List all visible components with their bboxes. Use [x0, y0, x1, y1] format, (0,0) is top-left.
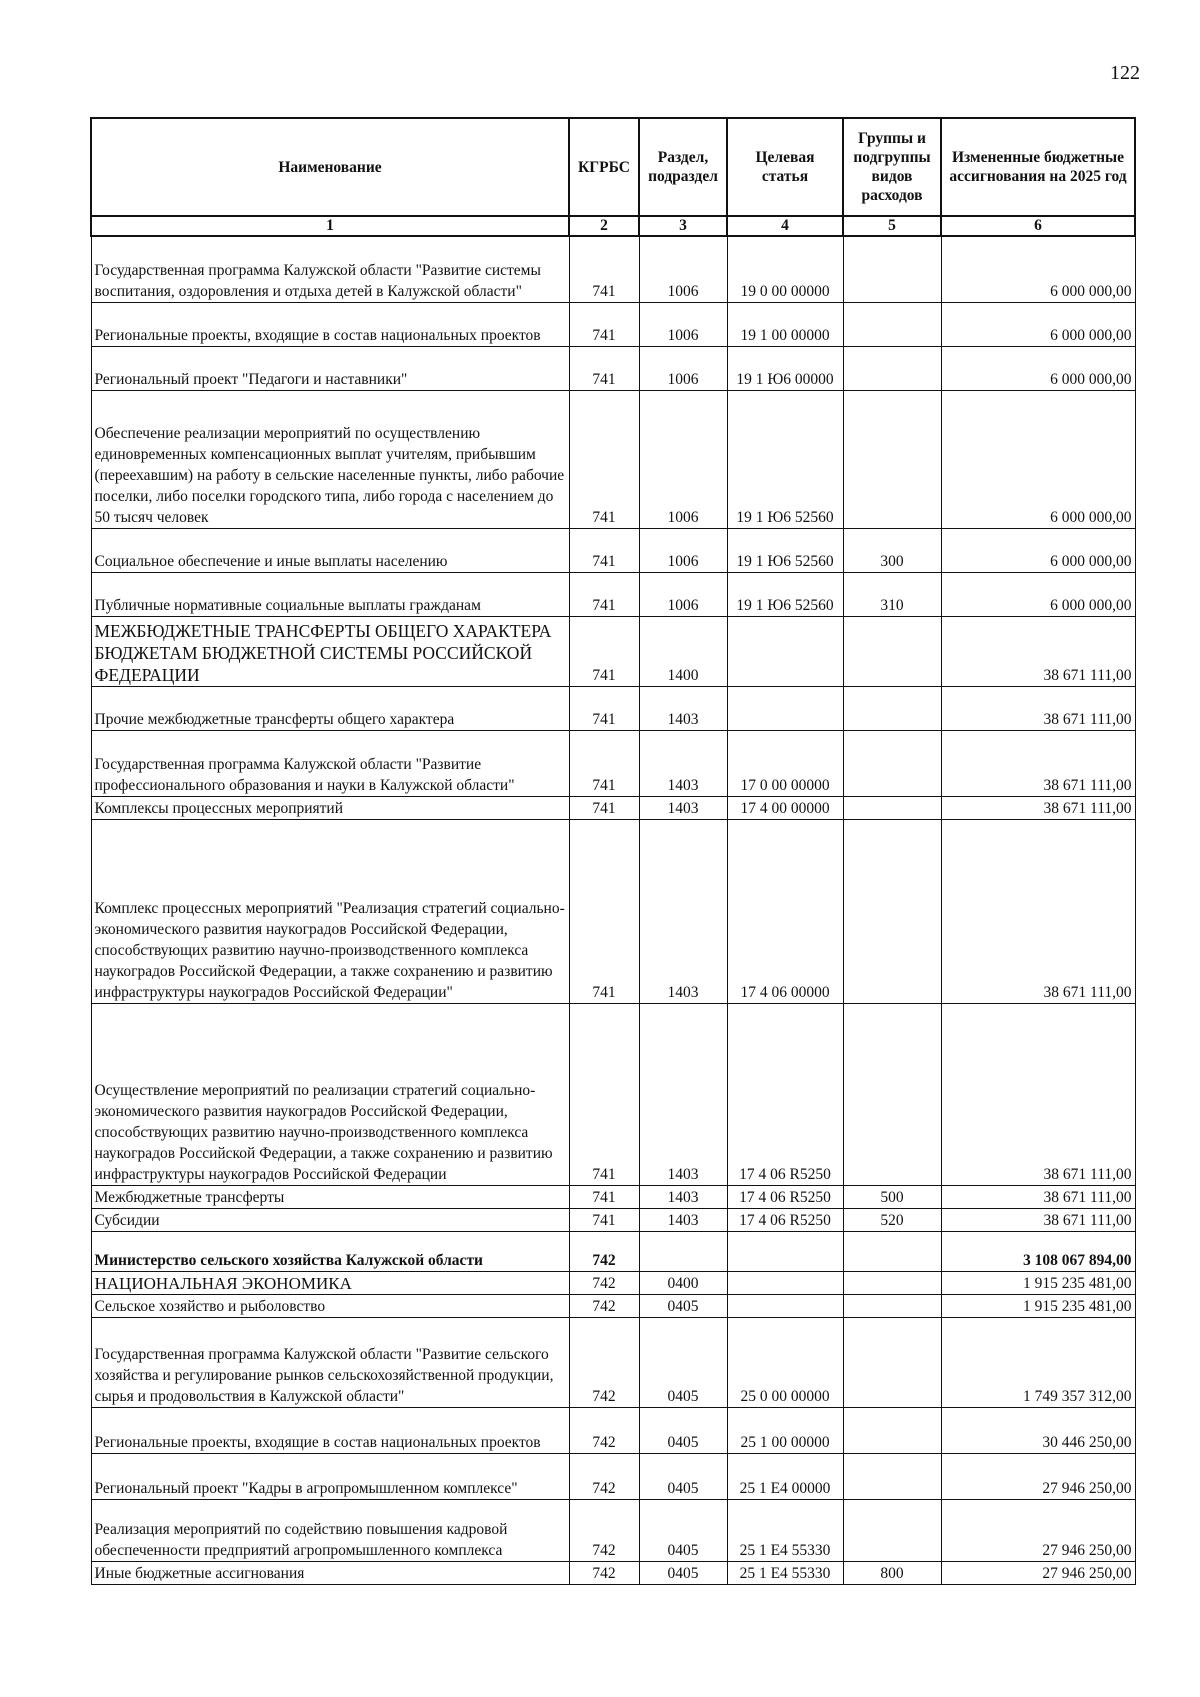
row-kgrbs: 742 [569, 1271, 639, 1294]
table-row [91, 1317, 1135, 1407]
header-row [91, 118, 1135, 216]
column-number-row [91, 216, 1135, 236]
table-row [91, 1453, 1135, 1499]
row-name: Региональные проекты, входящие в состав национальных проектов [91, 1407, 569, 1453]
row-section: 1403 [639, 1208, 727, 1231]
row-section: 1006 [639, 390, 727, 528]
row-group [843, 796, 941, 819]
row-group [843, 1407, 941, 1453]
row-name: Региональный проект "Кадры в агропромышленном комплексе" [91, 1453, 569, 1499]
row-kgrbs: 742 [569, 1294, 639, 1317]
page-number: 122 [1110, 62, 1140, 84]
row-group: 800 [843, 1561, 941, 1584]
row-target: 17 4 06 R5250 [727, 1185, 843, 1208]
table-row [91, 1294, 1135, 1317]
row-name: Иные бюджетные ассигнования [91, 1561, 569, 1584]
row-kgrbs: 741 [569, 390, 639, 528]
table-row [91, 1185, 1135, 1208]
row-name: Межбюджетные трансферты [91, 1185, 569, 1208]
row-kgrbs: 741 [569, 730, 639, 796]
row-name: Социальное обеспечение и иные выплаты населению [91, 528, 569, 572]
row-amount: 6 000 000,00 [941, 236, 1135, 302]
row-section: 0405 [639, 1317, 727, 1407]
row-target: 19 1 Ю6 52560 [727, 572, 843, 616]
row-name: Государственная программа Калужской области "Развитие сельского хозяйства и регулирование рынков сельскохозяйственной продукции, сырья и продовольствия в Калужской области" [91, 1317, 569, 1407]
row-kgrbs: 742 [569, 1453, 639, 1499]
row-amount: 6 000 000,00 [941, 390, 1135, 528]
row-target: 17 4 06 R5250 [727, 1003, 843, 1185]
row-target: 19 1 00 00000 [727, 302, 843, 346]
table-row [91, 1231, 1135, 1271]
row-group: 310 [843, 572, 941, 616]
row-name: МЕЖБЮДЖЕТНЫЕ ТРАНСФЕРТЫ ОБЩЕГО ХАРАКТЕРА БЮДЖЕТАМ БЮДЖЕТНОЙ СИСТЕМЫ РОССИЙСКОЙ ФЕДЕРАЦИИ [91, 616, 569, 686]
row-amount: 27 946 250,00 [941, 1499, 1135, 1561]
row-section: 1006 [639, 302, 727, 346]
column-number: 1 [91, 216, 569, 236]
row-group [843, 236, 941, 302]
row-kgrbs: 741 [569, 302, 639, 346]
row-amount: 6 000 000,00 [941, 346, 1135, 390]
table-row [91, 302, 1135, 346]
row-group [843, 1499, 941, 1561]
row-name: Публичные нормативные социальные выплаты гражданам [91, 572, 569, 616]
table-row [91, 1499, 1135, 1561]
row-amount: 6 000 000,00 [941, 302, 1135, 346]
row-amount: 6 000 000,00 [941, 572, 1135, 616]
row-amount: 38 671 111,00 [941, 796, 1135, 819]
row-group [843, 1317, 941, 1407]
row-amount: 38 671 111,00 [941, 616, 1135, 686]
row-kgrbs: 741 [569, 1003, 639, 1185]
row-name: Государственная программа Калужской области "Развитие профессионального образования и науки в Калужской области" [91, 730, 569, 796]
table-row [91, 1003, 1135, 1185]
row-name: НАЦИОНАЛЬНАЯ ЭКОНОМИКА [91, 1271, 569, 1294]
table-row [91, 686, 1135, 730]
row-target [727, 1271, 843, 1294]
row-kgrbs: 741 [569, 819, 639, 1003]
row-kgrbs: 741 [569, 1208, 639, 1231]
row-name: Реализация мероприятий по содействию повышения кадровой обеспеченности предприятий агропромышленного комплекса [91, 1499, 569, 1561]
row-section: 1006 [639, 346, 727, 390]
table-row [91, 572, 1135, 616]
row-target: 19 1 Ю6 52560 [727, 390, 843, 528]
row-group [843, 302, 941, 346]
row-amount: 38 671 111,00 [941, 1003, 1135, 1185]
table-row [91, 236, 1135, 302]
row-target [727, 616, 843, 686]
row-group [843, 1003, 941, 1185]
row-amount: 27 946 250,00 [941, 1453, 1135, 1499]
row-amount: 6 000 000,00 [941, 528, 1135, 572]
row-name: Региональные проекты, входящие в состав национальных проектов [91, 302, 569, 346]
row-name: Обеспечение реализации мероприятий по осуществлению единовременных компенсационных выплат учителям, прибывшим (переехавшим) на работу в сельские населенные пункты, либо рабочие поселки, либо поселки городского типа, либо города с населением до 50 тысяч человек [91, 390, 569, 528]
row-group [843, 1453, 941, 1499]
row-amount: 38 671 111,00 [941, 730, 1135, 796]
row-group [843, 819, 941, 1003]
row-section: 0400 [639, 1271, 727, 1294]
row-section: 1006 [639, 572, 727, 616]
row-kgrbs: 741 [569, 796, 639, 819]
row-target: 17 4 00 00000 [727, 796, 843, 819]
row-group: 300 [843, 528, 941, 572]
row-amount: 1 749 357 312,00 [941, 1317, 1135, 1407]
row-amount: 38 671 111,00 [941, 686, 1135, 730]
row-target: 19 1 Ю6 00000 [727, 346, 843, 390]
row-amount: 1 915 235 481,00 [941, 1294, 1135, 1317]
row-kgrbs: 741 [569, 686, 639, 730]
row-name: Осуществление мероприятий по реализации стратегий социально-экономического развития наукоградов Российской Федерации, способствующих развитию научно-производственного комплекса наукоградов Российской Федерации, а также сохранению и развитию инфраструктуры наукоградов Российской Федерации [91, 1003, 569, 1185]
table-row [91, 819, 1135, 1003]
row-kgrbs: 741 [569, 1185, 639, 1208]
row-name: Прочие межбюджетные трансферты общего характера [91, 686, 569, 730]
row-target: 25 0 00 00000 [727, 1317, 843, 1407]
row-section: 1403 [639, 819, 727, 1003]
row-section: 0405 [639, 1453, 727, 1499]
row-kgrbs: 741 [569, 346, 639, 390]
row-target: 17 4 06 R5250 [727, 1208, 843, 1231]
row-target: 17 0 00 00000 [727, 730, 843, 796]
row-group: 500 [843, 1185, 941, 1208]
row-target [727, 686, 843, 730]
header-kgrbs: КГРБС [569, 118, 639, 216]
table-row [91, 528, 1135, 572]
column-number: 5 [843, 216, 941, 236]
row-target: 25 1 00 00000 [727, 1407, 843, 1453]
row-section: 1400 [639, 616, 727, 686]
header-amount: Измененные бюджетные ассигнования на 2025 год [941, 118, 1135, 216]
row-name: Сельское хозяйство и рыболовство [91, 1294, 569, 1317]
row-section: 1403 [639, 1185, 727, 1208]
header-target: Целевая статья [727, 118, 843, 216]
row-amount: 1 915 235 481,00 [941, 1271, 1135, 1294]
row-kgrbs: 742 [569, 1407, 639, 1453]
row-kgrbs: 742 [569, 1499, 639, 1561]
row-kgrbs: 741 [569, 616, 639, 686]
row-section: 1006 [639, 528, 727, 572]
row-amount: 38 671 111,00 [941, 819, 1135, 1003]
row-section: 1403 [639, 686, 727, 730]
row-group [843, 616, 941, 686]
row-section: 0405 [639, 1499, 727, 1561]
header-groups: Группы и подгруппы видов расходов [843, 118, 941, 216]
row-group [843, 1231, 941, 1271]
row-name: Региональный проект "Педагоги и наставники" [91, 346, 569, 390]
row-group [843, 390, 941, 528]
row-amount: 27 946 250,00 [941, 1561, 1135, 1584]
row-group [843, 346, 941, 390]
row-kgrbs: 742 [569, 1231, 639, 1271]
row-group [843, 1271, 941, 1294]
row-target: 19 1 Ю6 52560 [727, 528, 843, 572]
table-row [91, 1407, 1135, 1453]
row-group [843, 686, 941, 730]
row-section: 0405 [639, 1294, 727, 1317]
row-group: 520 [843, 1208, 941, 1231]
table-row [91, 616, 1135, 686]
column-number: 4 [727, 216, 843, 236]
table-row [91, 796, 1135, 819]
row-section: 1403 [639, 1003, 727, 1185]
row-target [727, 1231, 843, 1271]
row-name: Комплекс процессных мероприятий "Реализация стратегий социально-экономического развития наукоградов Российской Федерации, способствующих развитию научно-производственного комплекса наукоградов Российской Федерации, а также сохранению и развитию инфраструктуры наукоградов Российской Федерации" [91, 819, 569, 1003]
row-target: 25 1 E4 55330 [727, 1561, 843, 1584]
column-number: 3 [639, 216, 727, 236]
row-group [843, 1294, 941, 1317]
row-kgrbs: 741 [569, 528, 639, 572]
row-name: Субсидии [91, 1208, 569, 1231]
row-amount: 30 446 250,00 [941, 1407, 1135, 1453]
row-target: 17 4 06 00000 [727, 819, 843, 1003]
row-target: 25 1 E4 00000 [727, 1453, 843, 1499]
header-name: Наименование [91, 118, 569, 216]
row-kgrbs: 742 [569, 1317, 639, 1407]
row-name: Государственная программа Калужской области "Развитие системы воспитания, оздоровления и отдыха детей в Калужской области" [91, 236, 569, 302]
table-row [91, 730, 1135, 796]
row-target [727, 1294, 843, 1317]
header-section: Раздел, подраздел [639, 118, 727, 216]
row-section: 1403 [639, 796, 727, 819]
row-section: 0405 [639, 1561, 727, 1584]
row-amount: 38 671 111,00 [941, 1185, 1135, 1208]
table-row [91, 390, 1135, 528]
table-row [91, 1208, 1135, 1231]
table-row [91, 1561, 1135, 1584]
table-row [91, 1271, 1135, 1294]
row-amount: 38 671 111,00 [941, 1208, 1135, 1231]
row-target: 19 0 00 00000 [727, 236, 843, 302]
row-section: 1006 [639, 236, 727, 302]
row-section [639, 1231, 727, 1271]
budget-table [90, 117, 1136, 1585]
row-name: Министерство сельского хозяйства Калужской области [91, 1231, 569, 1271]
row-kgrbs: 741 [569, 572, 639, 616]
row-kgrbs: 742 [569, 1561, 639, 1584]
table-row [91, 346, 1135, 390]
row-name: Комплексы процессных мероприятий [91, 796, 569, 819]
row-kgrbs: 741 [569, 236, 639, 302]
row-section: 0405 [639, 1407, 727, 1453]
row-section: 1403 [639, 730, 727, 796]
row-group [843, 730, 941, 796]
column-number: 2 [569, 216, 639, 236]
row-amount: 3 108 067 894,00 [941, 1231, 1135, 1271]
column-number: 6 [941, 216, 1135, 236]
row-target: 25 1 E4 55330 [727, 1499, 843, 1561]
